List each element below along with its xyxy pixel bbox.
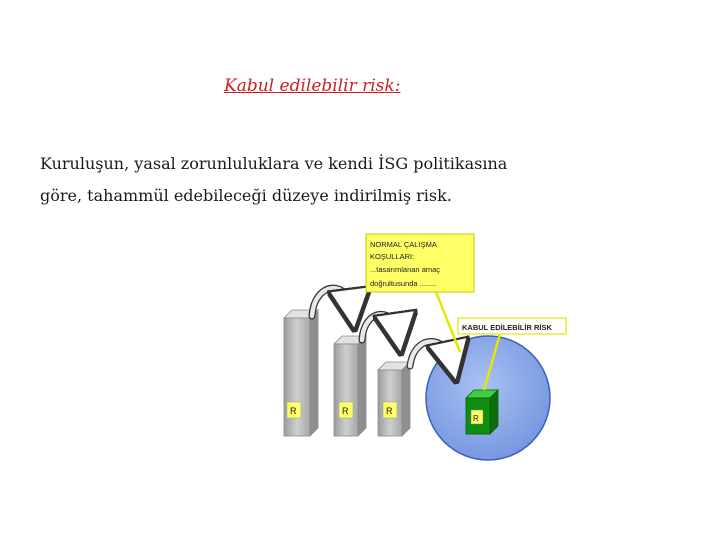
risk-bar-1-label: R (290, 406, 297, 416)
risk-bar-2-label: R (342, 406, 349, 416)
risk-bar-2 (334, 336, 366, 436)
risk-bar-3-label: R (386, 406, 393, 416)
definition-line-2: göre, tahammül edebileceği düzeye indirilmiş risk. (40, 186, 452, 205)
risk-bar-1 (284, 310, 318, 436)
acceptable-risk-box (466, 390, 498, 434)
acceptable-risk-label: KABUL EDİLEBİLİR RİSK (462, 323, 552, 332)
callout-line-2: KOŞULLARI: (370, 252, 415, 261)
callout-line-3: ...tasarımlanan amaç (370, 265, 441, 274)
acceptable-risk-box-label: R (473, 414, 479, 423)
callout-line-4: doğrultusunda ........ (370, 279, 437, 288)
callout-line-1: NORMAL ÇALIŞMA (370, 240, 437, 249)
definition-line-1: Kuruluşun, yasal zorunluluklara ve kendi İSG politikasına (40, 154, 508, 173)
risk-bar-3 (378, 362, 410, 436)
page-title: Kabul edilebilir risk: (224, 76, 401, 96)
